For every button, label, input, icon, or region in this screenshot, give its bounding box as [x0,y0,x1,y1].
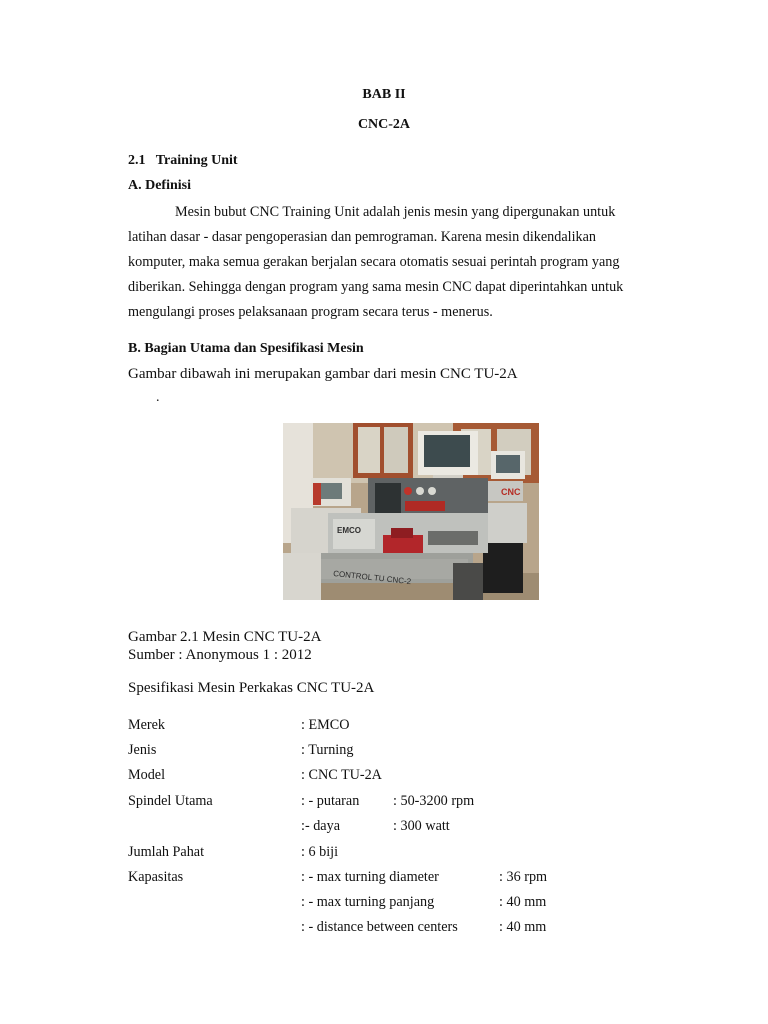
figure-caption: Gambar 2.1 Mesin CNC TU-2A [128,629,322,645]
subsection-a-heading: A. Definisi [128,178,191,193]
stray-dot: . [156,390,160,405]
cnc-machine-photo [283,423,539,600]
section-heading: 2.1 Training Unit [128,153,238,168]
spec-value: : - max turning diameter [301,869,439,885]
spec-row [128,793,688,815]
spec-value-detail: : 36 rpm [499,869,548,885]
spec-value-detail: : 50-3200 rpm [393,793,475,809]
spec-value: : EMCO [301,717,350,733]
figure-source: Sumber : Anonymous 1 : 2012 [128,647,312,663]
control-label: CONTROL TU CNC-2 [332,569,412,587]
brand-label: EMCO [337,526,361,535]
subsection-b-heading: B. Bagian Utama dan Spesifikasi Mesin [128,341,364,356]
spec-row [128,894,688,916]
spec-row [128,919,688,941]
spec-value: : - distance between centers [301,919,458,935]
spec-value-detail: : 40 mm [499,894,547,910]
paragraph-line: mengulangi proses pelaksanaan program secara terus - menerus. [128,304,493,320]
spec-row [128,742,688,764]
chapter-title: CNC-2A [357,117,411,132]
cnc-label-right: CNC [501,487,521,497]
spec-value-detail: : 40 mm [499,919,547,935]
spec-value: :- daya [301,818,340,834]
paragraph-line: Mesin bubut CNC Training Unit adalah jenis mesin yang dipergunakan untuk [175,204,616,220]
spec-row [128,869,688,891]
spec-label: Jumlah Pahat [128,844,205,860]
spec-label: Kapasitas [128,869,184,885]
spec-row [128,818,688,840]
spec-row [128,844,688,866]
paragraph-line: diberikan. Sehingga dengan program yang sama mesin CNC dapat diperintahkan untuk [128,279,624,295]
spec-title: Spesifikasi Mesin Perkakas CNC TU-2A [128,680,375,696]
spec-label: Model [128,767,166,783]
spec-row [128,717,688,739]
spec-value: : 6 biji [301,844,339,860]
spec-value: : - putaran [301,793,360,809]
intro-text: Gambar dibawah ini merupakan gambar dari mesin CNC TU-2A [128,366,518,382]
spec-label: Jenis [128,742,157,758]
chapter-heading: BAB II [362,87,406,102]
spec-value: : Turning [301,742,354,758]
spec-value: : CNC TU-2A [301,767,382,783]
paragraph-line: komputer, maka semua gerakan berjalan secara otomatis sesuai perintah program yang [128,254,620,270]
spec-value: : - max turning panjang [301,894,435,910]
definition-paragraph [128,200,668,325]
spec-label: Spindel Utama [128,793,213,809]
spec-row [128,767,688,789]
spec-value-detail: : 300 watt [393,818,450,834]
paragraph-line: latihan dasar - dasar pengoperasian dan pemrograman. Karena mesin dikendalikan [128,229,597,245]
spec-label: Merek [128,717,166,733]
